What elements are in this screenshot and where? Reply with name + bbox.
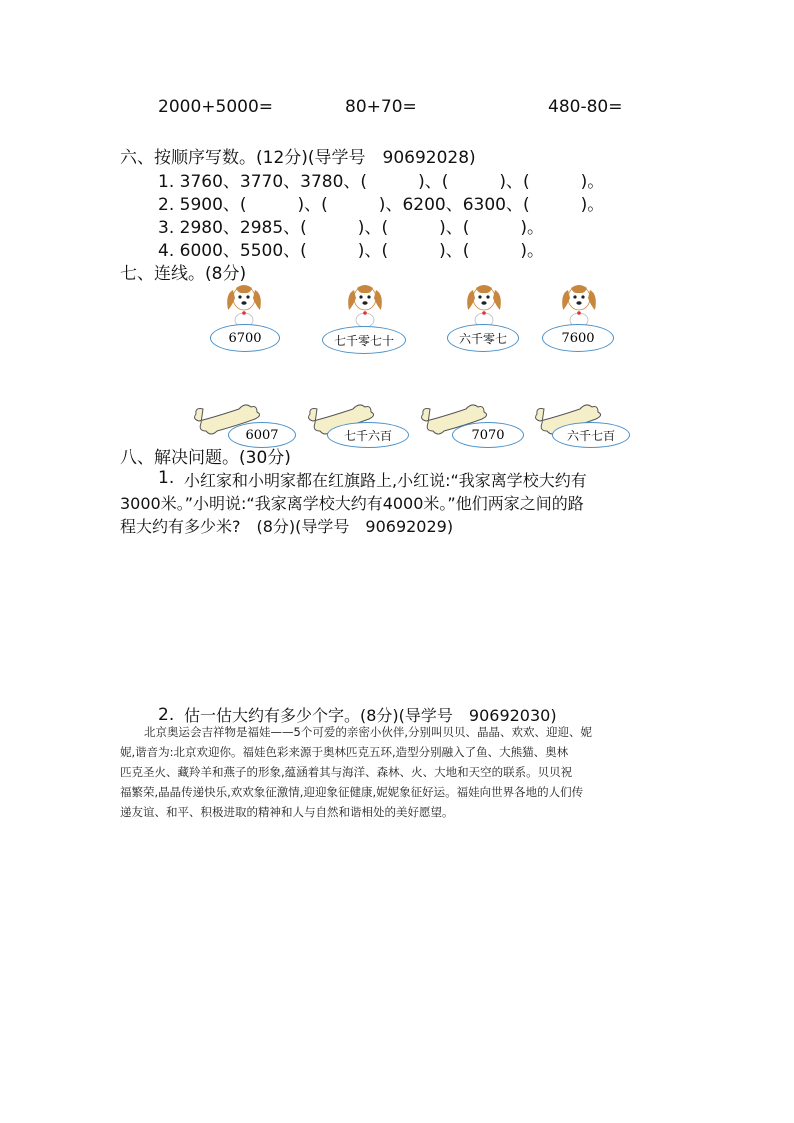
line-number: 3.: [158, 218, 175, 238]
blank-2[interactable]: )、(: [448, 172, 530, 192]
blank-3[interactable]: )。: [529, 195, 605, 215]
section-8-title: 八、解决问题。(30分): [120, 448, 291, 468]
q2-paragraph-line-3: 匹克圣火、藏羚羊和燕子的形象,蕴涵着其与海洋、森林、火、大地和天空的联系。贝贝祝: [120, 765, 573, 779]
oval-top-1[interactable]: 6700: [210, 324, 280, 352]
expr-1: 2000+5000=: [158, 97, 274, 117]
blank-2[interactable]: )、(: [388, 218, 470, 238]
oval-top-4[interactable]: 7600: [542, 324, 614, 352]
q2-paragraph-line-1: 北京奥运会吉祥物是福娃——5个可爱的亲密小伙伴,分别叫贝贝、晶晶、欢欢、迎迎、妮: [144, 725, 592, 739]
blank-3[interactable]: )。: [469, 218, 544, 238]
q2-paragraph-line-4: 福繁荣,晶晶传递快乐,欢欢象征激情,迎迎象征健康,妮妮象征好运。福娃向世界各地的人们传: [120, 785, 584, 799]
line-text: 2980、2985、(: [179, 218, 307, 238]
dog-icon: [462, 280, 506, 328]
dog-icon: [343, 280, 387, 328]
line-text: 6000、5500、(: [179, 241, 307, 261]
dog-icon: [557, 280, 601, 328]
line-text: 5900、(: [179, 195, 247, 215]
s6-line-1: [158, 167, 604, 192]
line-number: 2.: [158, 195, 175, 215]
s6-line-3: [158, 213, 544, 238]
blank-2[interactable]: )、(: [388, 241, 470, 261]
q1-line-1: 小红家和小明家都在红旗路上,小红说:“我家离学校大约有: [184, 471, 587, 490]
oval-bottom-4[interactable]: 六千七百: [552, 422, 630, 448]
q2-paragraph-line-5: 递友谊、和平、积极进取的精神和人与自然和谐相处的美好愿望。: [120, 805, 454, 819]
blank-1[interactable]: )、(: [367, 172, 449, 192]
line-number: 1.: [158, 172, 175, 192]
dog-icon: [222, 280, 266, 328]
q2-title: 估一估大约有多少个字。(8分)(导学号 90692030): [184, 706, 557, 725]
expr-2: 80+70=: [345, 97, 417, 117]
section-7-title: 七、连线。(8分): [120, 264, 247, 284]
q1-line-2: 3000米。”小明说:“我家离学校大约有4000米。”他们两家之间的路: [120, 494, 584, 513]
line-number: 4.: [158, 241, 175, 261]
oval-bottom-3[interactable]: 7070: [452, 422, 524, 448]
s6-line-2: [158, 190, 604, 215]
section-6-title: 六、按顺序写数。(12分)(导学号 90692028): [120, 148, 476, 168]
blank-1[interactable]: )、(: [306, 241, 389, 261]
oval-bottom-1[interactable]: 6007: [228, 422, 296, 448]
blank-3[interactable]: )。: [529, 172, 605, 192]
blank-3[interactable]: )。: [469, 241, 544, 261]
s6-line-4: [158, 236, 544, 261]
blank-1[interactable]: )、(: [306, 218, 389, 238]
oval-top-2[interactable]: 七千零七十: [322, 326, 406, 354]
oval-bottom-2[interactable]: 七千六百: [327, 422, 409, 448]
blank-1[interactable]: )、(: [246, 195, 328, 215]
q1-line-3: 程大约有多少米? (8分)(导学号 90692029): [120, 517, 454, 536]
q2-number: 2.: [158, 705, 175, 725]
q1-number: 1.: [158, 468, 175, 488]
expr-3: 480-80=: [548, 97, 623, 117]
blank-2[interactable]: )、6200、6300、(: [327, 195, 530, 215]
oval-top-3[interactable]: 六千零七: [447, 324, 519, 352]
q2-paragraph-line-2: 妮,谐音为:北京欢迎你。福娃色彩来源于奥林匹克五环,造型分别融入了鱼、大熊猫、奥林: [120, 745, 569, 759]
line-text: 3760、3770、3780、(: [179, 172, 368, 192]
